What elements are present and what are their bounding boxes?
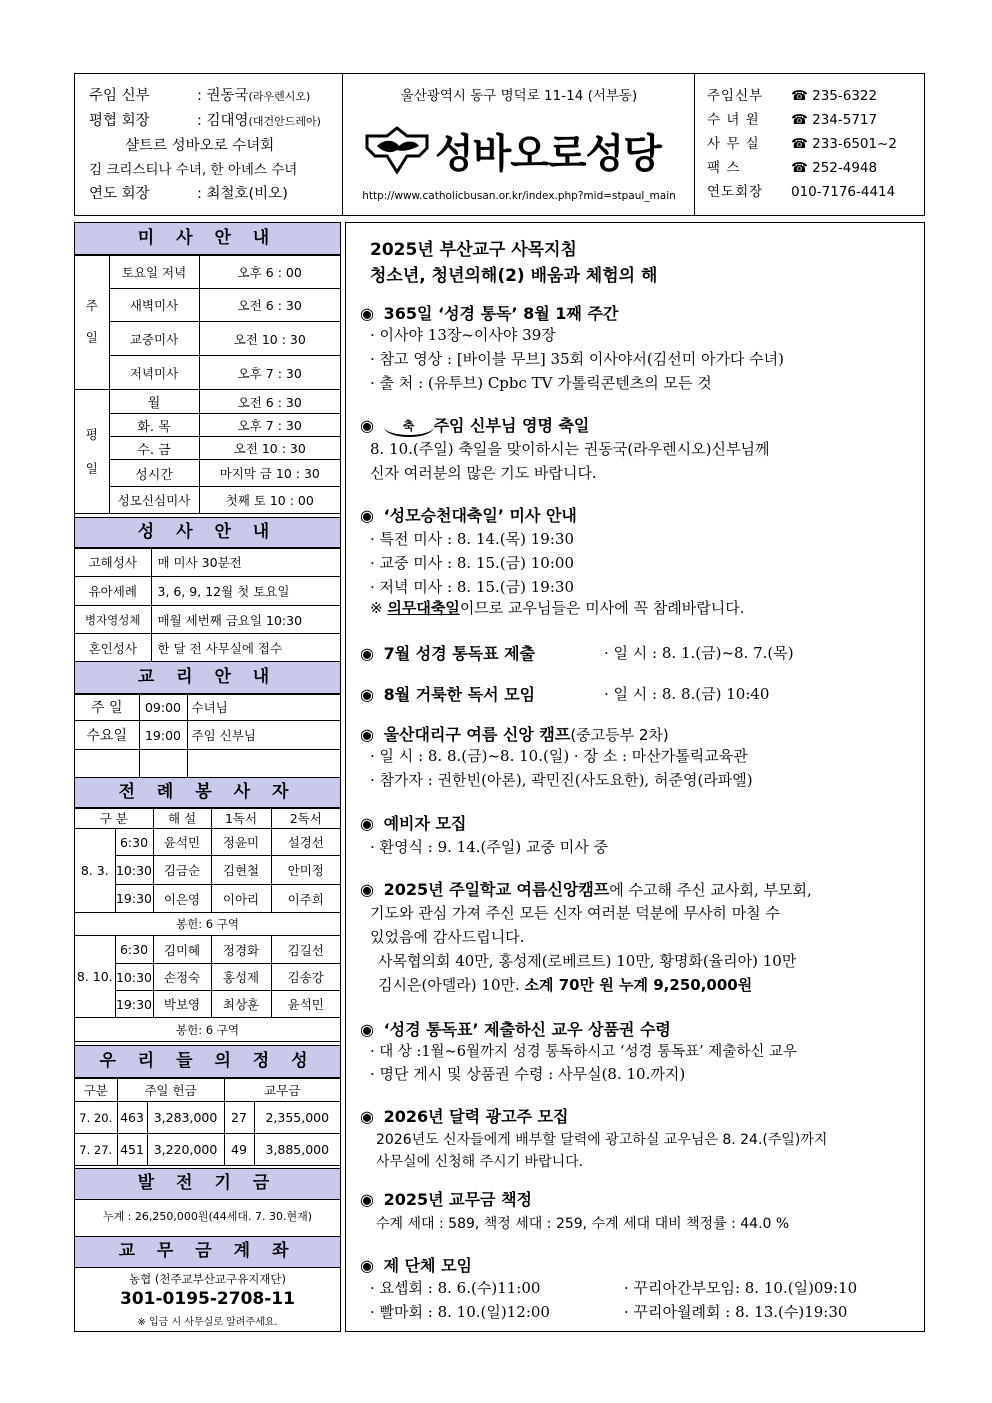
- sacraments-title: 성 사 안 내: [75, 517, 340, 549]
- lectio-date: · 일 시 : 8. 8.(금) 10:40: [604, 685, 770, 703]
- calendar-line: 사무실에 신청해 주시기 바랍니다.: [376, 1154, 584, 1170]
- offerings-table: 구분 주일 헌금 교무금 7. 20. 463 3,283,000 27 2,355,000 7. 27. 451 3,220,000 49 3,885,000: [75, 1077, 340, 1166]
- feast-line: 신자 여러분의 많은 기도 바랍니다.: [370, 464, 597, 482]
- church-logo-icon: [365, 126, 429, 174]
- assumption-note: ※ 의무대축일이므로 교우님들은 미사에 꼭 참례바랍니다.: [370, 599, 745, 617]
- account-title: 교 무 금 계 좌: [75, 1236, 340, 1268]
- section-feast-day: ◉ 축 주임 신부님 영명 축일: [360, 416, 590, 435]
- section-calendar-ads: ◉ 2026년 달력 광고주 모집: [360, 1107, 569, 1126]
- bulletin-header: [74, 73, 925, 216]
- header-contacts: [695, 74, 924, 215]
- fund-total: 누계 : 26,250,000원(44세대. 7. 30.현재): [102, 1210, 313, 1223]
- church-url[interactable]: http://www.catholicbusan.or.kr/index.php?mid=stpaul_main: [362, 190, 676, 202]
- section-group-meetings: ◉ 제 단체 모임: [360, 1256, 472, 1275]
- section-reading-sheet: ◉ 7월 성경 통독표 제출: [360, 644, 536, 663]
- right-column: [345, 222, 925, 1332]
- camp-donation-line: 사목협의회 40만, 홍성제(로베르트) 10만, 황명화(율리아) 10만: [378, 952, 797, 970]
- account-note: ※ 입금 시 사무실로 알려주세요.: [137, 1317, 278, 1328]
- sacraments-table: 고해성사 매 미사 30분전 유아세례 3, 6, 9, 12월 첫 토요일 병자영성체 매월 세번째 금요일 10:30 혼인성사 한 달 전 사무실에 접수: [75, 547, 340, 662]
- weekday-label: 평 일: [75, 390, 109, 514]
- section-sunday-school-camp: ◉ 2025년 주일학교 여름신앙캠프에 수고해 주신 교사회, 부모회,: [360, 880, 812, 899]
- section-bible-reading: ◉ 365일 ‘성경 통독’ 8월 1째 주간: [360, 304, 619, 323]
- policy-title: 2025년 부산교구 사목지침: [370, 240, 577, 260]
- sunday-label: 주 일: [75, 255, 109, 390]
- assumption-line: · 교중 미사 : 8. 15.(금) 10:00: [370, 554, 574, 572]
- section-dues-assessment: ◉ 2025년 교무금 책정: [360, 1190, 532, 1209]
- meeting-row: · 빨마회 : 8. 10.(일)12:00: [370, 1303, 550, 1321]
- section-gift-voucher: ◉ ‘성경 통독표’ 제출하신 교우 상품권 수령: [360, 1020, 671, 1039]
- catechism-table: 주 일 09:00 수녀님 수요일 19:00 주임 신부님: [75, 693, 340, 778]
- header-church: [343, 74, 695, 215]
- contact-row: 연도회장 010-7176-4414: [707, 184, 896, 200]
- account-bank: 농협 (천주교부산교구유지재단): [128, 1272, 287, 1286]
- meeting-row: · 요셉회 : 8. 6.(수)11:00: [370, 1279, 541, 1297]
- camp-thanks-line: 기도와 관심 가져 주신 모든 신자 여러분 덕분에 무사히 마칠 수: [370, 904, 780, 922]
- voucher-line: · 대 상 :1월~6월까지 성경 통독하시고 ‘성경 통독표’ 제출하신 교우: [370, 1044, 797, 1060]
- reading-sheet-date: · 일 시 : 8. 1.(금)~8. 7.(목): [604, 644, 794, 662]
- camp-line: · 참가자 : 권한빈(아론), 곽민진(사도요한), 허준영(라파엘): [370, 771, 753, 789]
- assumption-line: · 저녁 미사 : 8. 15.(금) 19:30: [370, 578, 574, 596]
- staff-nuns-order: 샬트르 성바오로 수녀회: [125, 138, 275, 154]
- meeting-row: · 꾸리아간부모임: 8. 10.(일)09:10: [624, 1279, 858, 1297]
- dues-line: 수계 세대 : 589, 책정 세대 : 259, 수계 세대 대비 책정률 : 44.0 %: [376, 1216, 790, 1232]
- staff-youth: 연도 회장 : 최철호(비오): [89, 186, 288, 202]
- feast-line: 8. 10.(주일) 축일을 맞이하시는 권동국(라우렌시오)신부님께: [370, 440, 770, 458]
- mass-table: 주 일 토요일 저녁 오후 6 : 00 새벽미사 오전 6 : 30 교중미사 오전 10 : 30 저녁미사 오후 7 : 30 평 일 월 오전 6 : 30 화. 목 오후 7 : 30 수. 금 오전 10 : 30 성시간 마지막 금 10 : 30 성모신심미사 첫째 토 10 : 00: [75, 254, 340, 514]
- mass-title: 미 사 안 내: [75, 222, 340, 256]
- contact-row: 팩 스 ☎ 252-4948: [707, 160, 878, 176]
- bible-line: · 참고 영상 : [바이블 무브] 35회 이사야서(김선미 아가다 수녀): [370, 350, 785, 368]
- catechism-title: 교 리 안 내: [75, 661, 340, 695]
- contact-row: 주임신부 ☎ 235-6322: [707, 88, 878, 104]
- section-summer-camp: ◉ 울산대리구 여름 신앙 캠프(중고등부 2차): [360, 725, 669, 744]
- servers-title: 전 례 봉 사 자: [75, 777, 340, 809]
- bible-line: · 출 처 : (유투브) Cpbc TV 가톨릭콘텐츠의 모든 것: [370, 374, 712, 392]
- meeting-row: · 꾸리아월례회 : 8. 13.(수)19:30: [624, 1303, 848, 1321]
- left-column: [74, 222, 341, 1332]
- celebration-icon: 축: [384, 417, 434, 437]
- offerings-title: 우 리 들 의 정 성: [75, 1045, 340, 1079]
- contact-row: 수 녀 원 ☎ 234-5717: [707, 112, 878, 128]
- church-address: 울산광역시 동구 명덕로 11-14 (서부동): [400, 88, 638, 104]
- staff-council: 평협 회장 : 김대영(대건안드레아): [89, 113, 321, 129]
- staff-nuns: 김 크리스티나 수녀, 한 아녜스 수녀: [89, 162, 298, 178]
- policy-subtitle: 청소년, 청년의해(2) 배움과 체험의 해: [370, 266, 658, 286]
- church-name: 성바오로성당: [435, 131, 661, 177]
- header-staff: [75, 74, 343, 215]
- bible-line: · 이사야 13장~이사야 39장: [370, 326, 556, 344]
- section-catechumen: ◉ 예비자 모집: [360, 814, 467, 833]
- catechumen-line: · 환영식 : 9. 14.(주일) 교중 미사 중: [370, 838, 608, 856]
- voucher-line: · 명단 게시 및 상품권 수령 : 사무실(8. 10.까지): [370, 1065, 686, 1083]
- camp-donation-total: 김시은(아델라) 10만. 소계 70만 원 누계 9,250,000원: [378, 976, 753, 994]
- section-lectio-divina: ◉ 8월 거룩한 독서 모임: [360, 685, 536, 704]
- assumption-line: · 특전 미사 : 8. 14.(목) 19:30: [370, 530, 574, 548]
- fund-title: 발 전 기 금: [75, 1168, 340, 1200]
- calendar-line: 2026년도 신자들에게 배부할 달력에 광고하실 교우님은 8. 24.(주일)까지: [376, 1132, 828, 1148]
- servers-table: 구 분 해 설 1독서 2독서 8. 3. 6:30 윤석민 정윤미 설경선 10:30 김금순 김현철 안미정 19:30 이은영 이아리 이주희 봉헌: 6 구역 8. 10. 6:30 김미혜 정경화 김길선 10:30 손정숙 홍성제 김송강 19:30 박보영 최상훈 윤석민 봉헌: 6 구역: [75, 807, 340, 1042]
- camp-line: · 일 시 : 8. 8.(금)~8. 10.(일) · 장 소 : 마산가톨릭교육관: [370, 747, 748, 765]
- camp-thanks-line: 있었음에 감사드립니다.: [370, 928, 525, 946]
- account-number: 301-0195-2708-11: [120, 1289, 295, 1309]
- contact-row: 사 무 실 ☎ 233-6501~2: [707, 136, 898, 152]
- staff-pastor: 주임 신부 : 권동국(라우렌시오): [89, 88, 311, 104]
- section-assumption-mass: ◉ ‘성모승천대축일’ 미사 안내: [360, 506, 577, 525]
